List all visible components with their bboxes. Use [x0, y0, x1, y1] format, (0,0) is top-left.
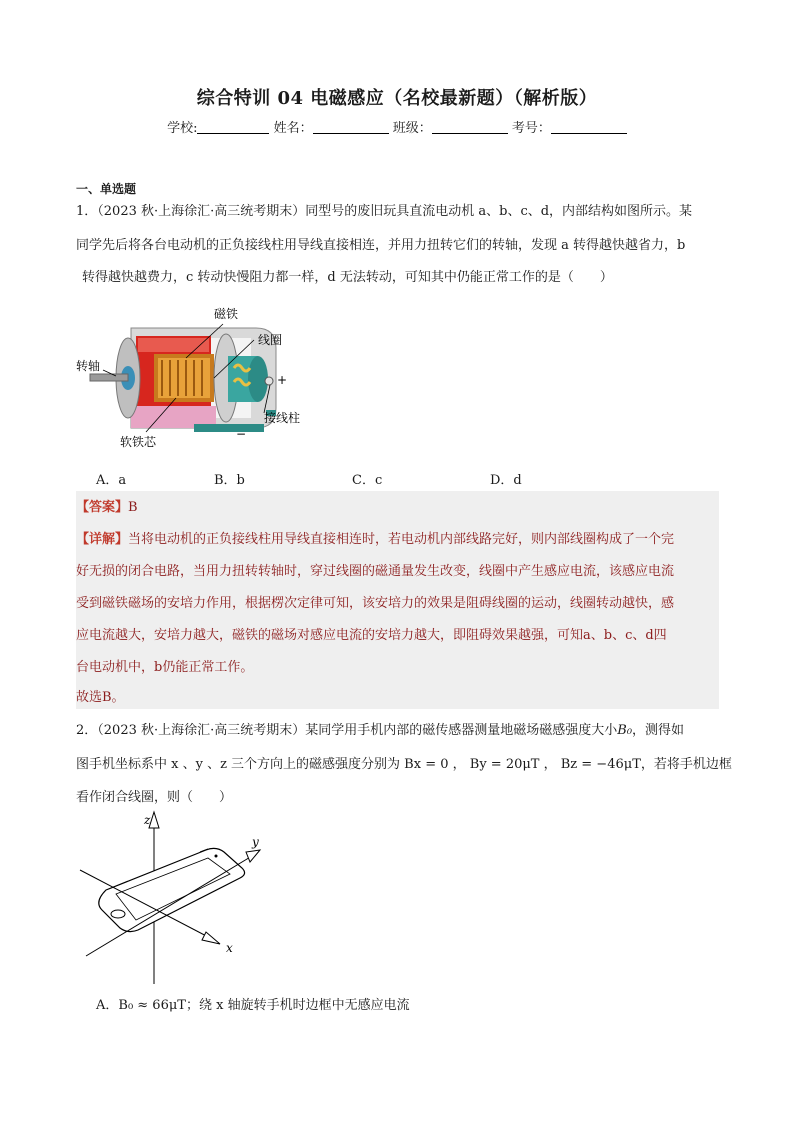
detail-line5: 台电动机中，b仍能正常工作。: [76, 660, 254, 675]
motor-diagram: [76, 298, 316, 450]
option-d[interactable]: D．d: [490, 473, 522, 488]
option-b[interactable]: B．b: [214, 473, 245, 488]
detail-line1: [76, 532, 674, 548]
shaft-label: 转轴: [76, 359, 101, 373]
question1-options: [96, 469, 696, 488]
question2-line1-text: 2．（2023 秋·上海徐汇·高三统考期末）某同学用手机内部的磁传感器测量地磁场磁感强度大小: [76, 723, 618, 738]
class-label: 班级：: [392, 121, 432, 136]
z-axis-label: z: [144, 813, 151, 827]
question1-line2: 同学先后将各台电动机的正负接线柱用导线直接相连，并用力扭转它们的转轴，发现 a 转得越快越省力，b: [76, 238, 686, 253]
question1-line3: 转得越快越费力，c 转动快慢阻力都一样，d 无法转动，可知其中仍能正常工作的是（ ）: [82, 270, 613, 285]
phone-axes-diagram: [76, 808, 286, 986]
section-heading: 一、单选题: [76, 182, 137, 196]
x-axis-label: x: [226, 941, 233, 955]
detail-line2: 好无损的闭合电路，当用力扭转转轴时，穿过线圈的磁通量发生改变，线圈中产生感应电流，该感应电流: [76, 564, 675, 579]
name-blank: [313, 121, 389, 134]
exam-no-label: 考号：: [511, 121, 551, 136]
detail-tag: 【详解】: [76, 532, 129, 547]
exam-no-blank: [551, 121, 627, 134]
question2-option-a[interactable]: A．B₀ ≈ 66μT；绕 x 轴旋转手机时边框中无感应电流: [96, 998, 410, 1013]
answer-line: [76, 500, 138, 516]
detail-text1: 当将电动机的正负接线柱用导线直接相连时，若电动机内部线路完好，则内部线圈构成了一个完: [128, 532, 675, 547]
minus-label: −: [236, 427, 247, 441]
school-blank: [197, 121, 269, 134]
question2-line1-end: ，测得如: [632, 723, 685, 738]
detail-line4: 应电流越大，安培力越大，磁铁的磁场对感应电流的安培力越大，即阻碍效果越强，可知a、b、c、d四: [76, 628, 667, 643]
option-c[interactable]: C．c: [352, 473, 383, 488]
terminal-label: 接线柱: [264, 411, 301, 425]
detail-line3: 受到磁铁磁场的安培力作用，根据楞次定律可知，该安培力的效果是阻碍线圈的运动，线圈转动越快，感: [76, 596, 675, 611]
b0-symbol: B₀: [617, 723, 633, 738]
school-label: 学校:: [167, 121, 198, 136]
name-label: 姓名：: [273, 121, 313, 136]
y-axis-label: y: [252, 835, 259, 849]
answer-tag: 【答案】: [76, 500, 129, 515]
question2-line3: 看作闭合线圈，则（ ）: [76, 790, 233, 805]
coil-label: 线圈: [258, 333, 283, 347]
detail-line6: 故选B。: [76, 690, 125, 705]
magnet-label: 磁铁: [214, 307, 239, 321]
core-label: 软铁芯: [120, 435, 157, 449]
student-info-line: [0, 117, 794, 136]
answer-value: B: [128, 500, 138, 515]
question1-line1: 1．（2023 秋·上海徐汇·高三统考期末）同型号的废旧玩具直流电动机 a、b、c、d，内部结构如图所示。某: [76, 204, 693, 219]
option-a[interactable]: A．a: [96, 473, 127, 488]
plus-label: +: [277, 373, 288, 387]
question2-line1: [76, 723, 684, 739]
question2-line2: 图手机坐标系中 x 、y 、z 三个方向上的磁感强度分别为 Bx = 0 ， By = 20μT ， Bz = −46μT，若将手机边框: [76, 757, 732, 772]
class-blank: [432, 121, 508, 134]
page-title: 综合特训 04 电磁感应（名校最新题）（解析版）: [196, 88, 598, 109]
